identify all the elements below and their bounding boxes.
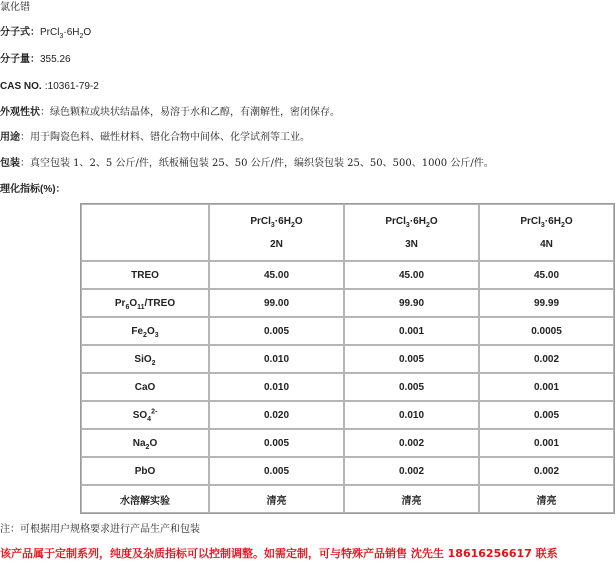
table-cell: 0.005 [479, 401, 614, 429]
table-row [81, 317, 614, 345]
table-cell: 0.001 [479, 373, 614, 401]
table-cell: 0.005 [209, 457, 344, 485]
table-cell: 0.001 [479, 429, 614, 457]
custom-order-promo: 该产品属于定制系列，纯度及杂质指标可以控制调整。如需定制，可与特殊产品销售 沈先生 18616256617 联系 [0, 547, 558, 560]
row-label: CaO [81, 373, 209, 401]
table-cell: 45.00 [209, 261, 344, 289]
row-label: $SO_4^{2-}$ [81, 401, 209, 429]
table-row [81, 373, 614, 401]
table-header-cell: $PrCl_3\cdot 6H_2O$ 3N [344, 204, 479, 261]
appearance-value: ：绿色颗粒或块状结晶体，易溶于水和乙醇，有潮解性，密闭保存。 [40, 107, 340, 118]
weight-line [0, 53, 71, 67]
table-cell: 清亮 [209, 485, 344, 513]
cas-label: CAS NO. [0, 81, 42, 92]
row-label: TREO [81, 261, 209, 289]
table-cell: 0.005 [209, 317, 344, 345]
table-row [81, 457, 614, 485]
usage-value: ：用于陶瓷色料、磁性材料、镨化合物中间体、化学试剂等工业。 [20, 132, 310, 143]
table-row [81, 429, 614, 457]
table-cell: 清亮 [479, 485, 614, 513]
table-cell: 0.010 [344, 401, 479, 429]
table-row [81, 261, 614, 289]
table-cell: 0.001 [344, 317, 479, 345]
table-cell: 0.010 [209, 373, 344, 401]
row-label: SiO$_2$ [81, 345, 209, 373]
weight-label: 分子量： [0, 54, 40, 65]
table-cell: 清亮 [344, 485, 479, 513]
table-cell: 0.005 [209, 429, 344, 457]
packaging-value: ：真空包装 1、2、5 公斤/件，纸板桶包装 25、50 公斤/件，编织袋包装 25、50、500、1000 公斤/件。 [20, 158, 494, 169]
usage-line [0, 131, 310, 145]
table-corner-cell [81, 204, 209, 261]
table-row [81, 345, 614, 373]
row-label: $Na_2O$ [81, 429, 209, 457]
table-cell: 45.00 [479, 261, 614, 289]
table-cell: 0.002 [344, 457, 479, 485]
product-title: 氯化镨 [0, 2, 30, 13]
formula-line [0, 26, 91, 40]
row-label: 水溶解实验 [81, 485, 209, 513]
usage-label: 用途 [0, 132, 20, 143]
table-cell: 0.005 [344, 373, 479, 401]
row-label: $Fe_2O_3$ [81, 317, 209, 345]
table-cell: 0.010 [209, 345, 344, 373]
table-cell: 99.90 [344, 289, 479, 317]
table-cell: 99.99 [479, 289, 614, 317]
table-cell: 0.002 [479, 457, 614, 485]
formula-label: 分子式： [0, 27, 40, 38]
table-cell: 0.005 [344, 345, 479, 373]
table-header-cell: $PrCl_3\cdot 6H_2O$ 4N [479, 204, 614, 261]
appearance-label: 外观性状 [0, 107, 40, 118]
table-cell: 0.002 [344, 429, 479, 457]
grade-label: 2N [270, 238, 283, 250]
grade-label: 3N [405, 238, 418, 250]
table-header-row [81, 204, 614, 261]
spec-heading: 理化指标(%)： [0, 184, 66, 195]
packaging-line [0, 157, 494, 171]
packaging-label: 包装 [0, 158, 20, 169]
table-row [81, 485, 614, 513]
appearance-line [0, 106, 340, 120]
table-cell: 0.002 [479, 345, 614, 373]
table-row [81, 401, 614, 429]
row-label: $Pr_6O_{11}$/TREO [81, 289, 209, 317]
cas-line [0, 80, 99, 94]
table-cell: 0.020 [209, 401, 344, 429]
cas-value: :10361-79-2 [44, 81, 99, 92]
grade-label: 4N [540, 238, 553, 250]
row-label: PbO [81, 457, 209, 485]
formula-value: $PrCl_3\cdot 6H_2O$ [40, 27, 92, 40]
table-header-cell: $PrCl_3\cdot 6H_2O$ 2N [209, 204, 344, 261]
table-cell: 0.0005 [479, 317, 614, 345]
footnote: 注：可根据用户规格要求进行产品生产和包装 [0, 524, 200, 535]
spec-table [80, 203, 615, 514]
table-row [81, 289, 614, 317]
table-cell: 99.00 [209, 289, 344, 317]
table-cell: 45.00 [344, 261, 479, 289]
weight-value: 355.26 [40, 54, 71, 65]
